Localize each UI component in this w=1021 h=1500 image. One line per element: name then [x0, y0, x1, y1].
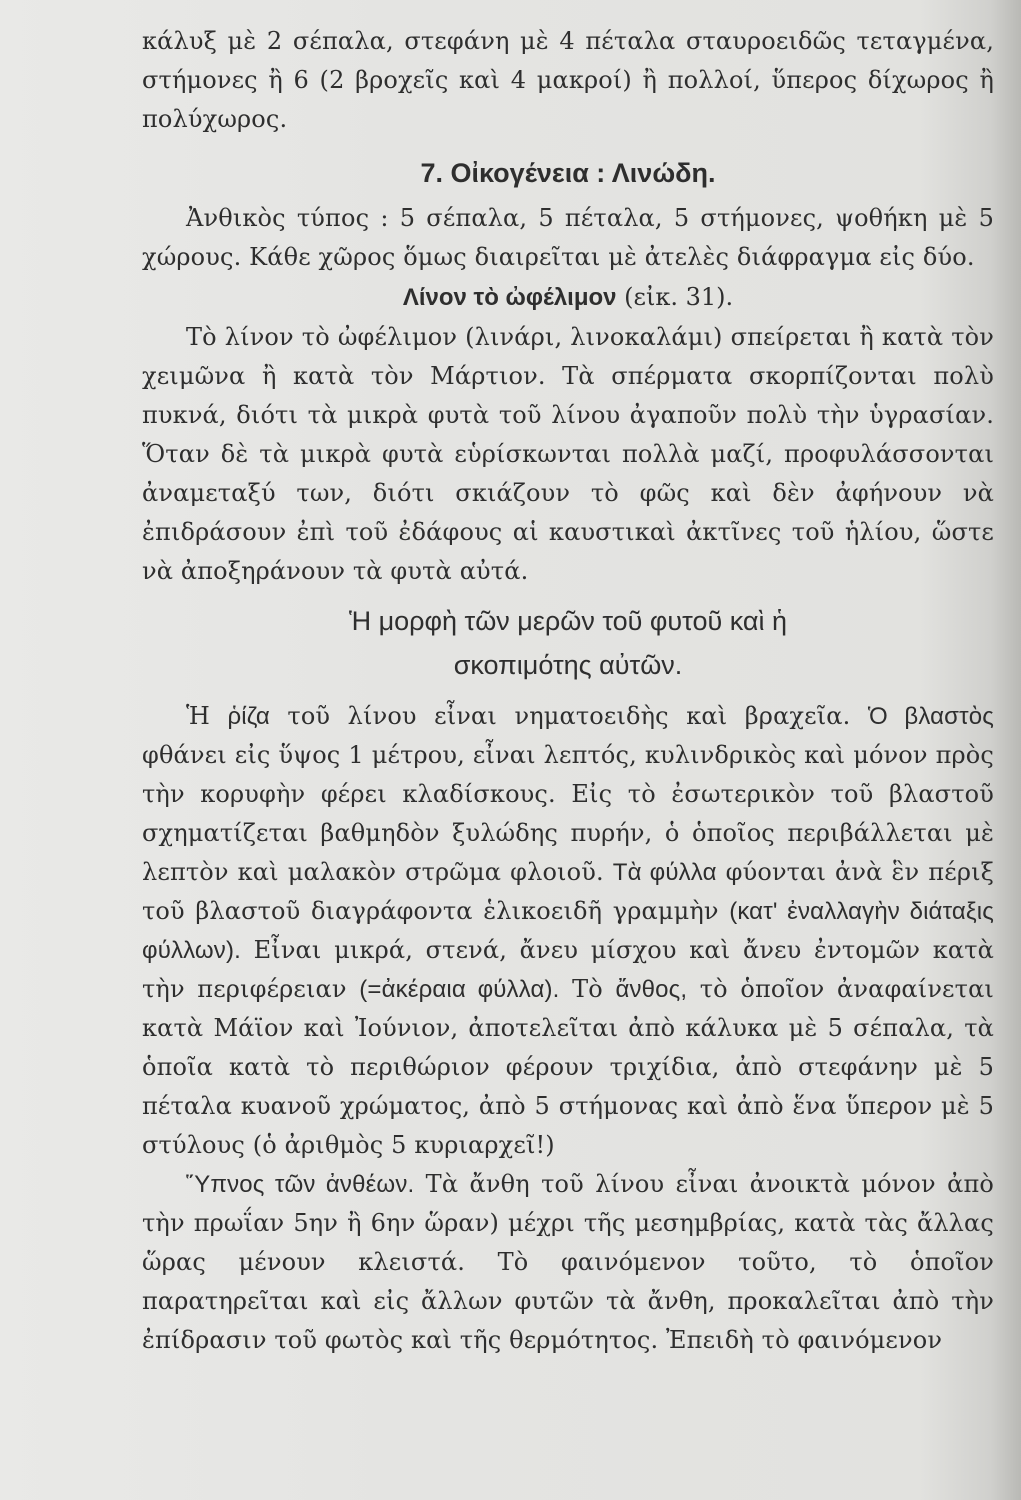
- morphology-paragraph: [142, 697, 994, 1165]
- family-heading: 7. Οἰκογένεια : Λινώδη.: [420, 158, 716, 188]
- sleep-paragraph: [142, 1165, 994, 1360]
- term-riza: ῥίζα: [227, 703, 270, 730]
- morphology-text-d: φύονται ἀνὰ ἓν πέριξ τοῦ βλαστοῦ διαγράφοντα ἑλικοειδῆ γραμμὴν: [142, 858, 995, 925]
- term-akeraia: (=ἀκέραια φύλλα).: [359, 976, 560, 1003]
- morphology-text-a: Ἡ: [186, 702, 228, 730]
- section-heading: [142, 599, 994, 687]
- species-figure-ref: (εἰκ. 31).: [624, 283, 734, 311]
- section-heading-line2: σκοπιμότης αὐτῶν.: [453, 650, 683, 680]
- section-heading-line1: Ἡ μορφὴ τῶν μερῶν τοῦ φυτοῦ καὶ ἡ: [348, 606, 788, 636]
- page-text: [142, 22, 994, 1360]
- morphology-text-f: Τὸ: [559, 975, 616, 1003]
- term-anthos: ἄνθος,: [615, 976, 688, 1003]
- sleep-title: Ὕπνος τῶν ἀνθέων.: [186, 1171, 415, 1198]
- term-fylla: Τὰ φύλλα: [612, 859, 717, 886]
- sleep-text: Τὰ ἄνθη τοῦ λίνου εἶναι ἀνοικτὰ μόνον ἀπὸ τὴν πρωΐαν 5ην ἢ 6ην ὥραν) μέχρι τῆς μεσημβρίας, κατὰ τὰς ἄλλας ὥρας μένουν κλειστά. Τὸ φαινόμενον τοῦτο, τὸ ὁποῖον παρατηρεῖται καὶ εἰς ἄλλων φυτῶν τὰ ἄνθη, προκαλεῖται ἀπὸ τὴν ἐπίδρασιν τοῦ φωτὸς καὶ τῆς θερμότητος. Ἐπειδὴ τὸ φαινόμενον: [142, 1170, 994, 1354]
- intro-paragraph: κάλυξ μὲ 2 σέπαλα, στεφάνη μὲ 4 πέταλα σταυροειδῶς τεταγμένα, στήμονες ἢ 6 (2 βροχεῖς καὶ 4 μακροί) ἢ πολλοί, ὕπερος δίχωρος ἢ πολύχωρος.: [142, 27, 994, 133]
- term-vlastos: Ὁ βλαστὸς: [867, 703, 994, 730]
- morphology-text-c: φθάνει εἰς ὕψος 1 μέτρου, εἶναι λεπτός, κυλινδρικὸς καὶ μόνον πρὸς τὴν κορυφὴν φέρει κλαδίσκους. Εἰς τὸ ἐσωτερικὸν τοῦ βλαστοῦ σχηματίζεται βαθμηδὸν ξυλώδης πυρήν, ὁ ὁποῖος περιβάλλεται μὲ λεπτὸν καὶ μαλακὸν στρῶμα φλοιοῦ.: [142, 741, 994, 886]
- morphology-text-e: Εἶναι μικρά, στενά, ἄνευ μίσχου καὶ ἄνευ ἐντομῶν κατὰ τὴν περιφέρειαν: [142, 936, 994, 1003]
- species-title: Λίνον τὸ ὠφέλιμον: [402, 284, 617, 311]
- sowing-paragraph: Τὸ λίνον τὸ ὠφέλιμον (λινάρι, λινοκαλάμι) σπείρεται ἢ κατὰ τὸν χειμῶνα ἢ κατὰ τὸν Μάρτιον. Τὰ σπέρματα σκορπίζονται πολὺ πυκνά, διότι τὰ μικρὰ φυτὰ τοῦ λίνου ἀγαποῦν πολὺ τὴν ὑγρασίαν. Ὅταν δὲ τὰ μικρὰ φυτὰ εὑρίσκωνται πολλὰ μαζί, προφυλάσσονται ἀναμεταξύ των, διότι σκιάζουν τὸ φῶς καὶ δὲν ἀφήνουν νὰ ἐπιδράσουν ἐπὶ τοῦ ἐδάφους αἱ καυστικαὶ ἀκτῖνες τοῦ ἡλίου, ὥστε νὰ ἀποξηράνουν τὰ φυτὰ αὐτά.: [142, 323, 994, 585]
- morphology-text-g: τὸ ὁποῖον ἀναφαίνεται κατὰ Μάϊον καὶ Ἰούνιον, ἀποτελεῖται ἀπὸ κάλυκα μὲ 5 σέπαλα, τὰ ὁποῖα κατὰ τὸ περιθώριον φέρουν τριχίδια, ἀπὸ στεφάνην μὲ 5 πέταλα κυανοῦ χρώματος, ἀπὸ 5 στήμονας καὶ ἀπὸ ἕνα ὕπερον μὲ 5 στύλους (ὁ ἀριθμὸς 5 κυριαρχεῖ!): [142, 975, 994, 1159]
- morphology-text-b: τοῦ λίνου εἶναι νηματοειδὴς καὶ βραχεῖα.: [269, 702, 868, 730]
- flower-type-paragraph: Ἀνθικὸς τύπος : 5 σέπαλα, 5 πέταλα, 5 στήμονες, ψοθήκη μὲ 5 χώρους. Κάθε χῶρος ὅμως διαιρεῖται μὲ ἀτελὲς διάφραγμα εἰς δύο.: [142, 204, 994, 271]
- term-kat-enallagin: (κατ' ἐναλλαγὴν διάταξις φύλλων).: [142, 898, 994, 964]
- species-subheading: [142, 277, 994, 318]
